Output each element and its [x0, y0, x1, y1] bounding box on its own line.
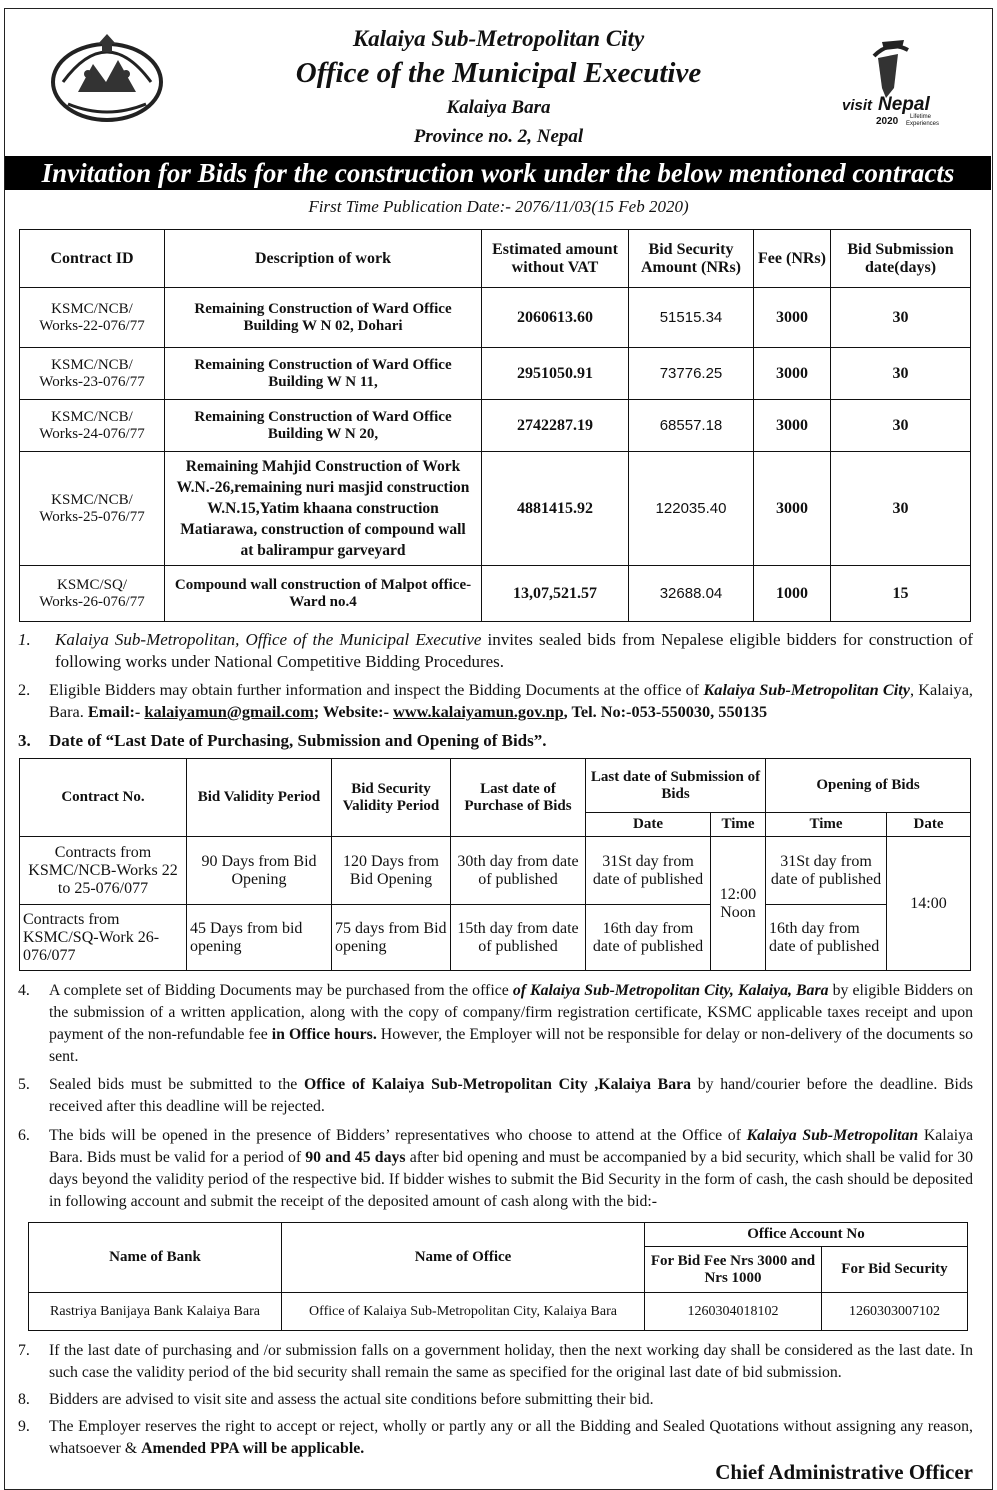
fee-account-number: 1260304018102: [645, 1293, 822, 1331]
bid-validity: 45 Days from bid opening: [187, 905, 332, 971]
submission-days: 30: [831, 348, 971, 400]
table-row: [20, 566, 971, 622]
col-account-no: Office Account No: [645, 1223, 968, 1247]
submission-date: 31St day from date of published: [586, 837, 711, 905]
col-contract-id: Contract ID: [20, 230, 165, 288]
col-sub-date: Date: [586, 813, 711, 837]
contract-id: KSMC/NCB/ Works-23-076/77: [20, 348, 165, 400]
contract-id: KSMC/NCB/ Works-22-076/77: [20, 288, 165, 348]
fee: 3000: [754, 288, 831, 348]
submission-time: 12:00 Noon: [711, 837, 766, 971]
office-name: Office of Kalaiya Sub-Metropolitan City, Kalaiya Bara: [282, 1293, 645, 1331]
bid-security: 32688.04: [629, 566, 754, 622]
col-fee-account: For Bid Fee Nrs 3000 and Nrs 1000: [645, 1247, 822, 1293]
bank-account-table: [28, 1222, 968, 1331]
fee: 3000: [754, 452, 831, 566]
table-row: [20, 905, 971, 971]
fee: 1000: [754, 566, 831, 622]
col-security-account: For Bid Security: [822, 1247, 968, 1293]
email-link[interactable]: kalaiyamun@gmail.com: [144, 702, 314, 721]
table-header-row: [20, 230, 971, 288]
table-row: [20, 400, 971, 452]
work-description: Compound wall construction of Malpot office- Ward no.4: [165, 566, 482, 622]
contract-no: Contracts from KSMC/SQ-Work 26-076/077: [20, 905, 187, 971]
opening-time: 31St day from date of published: [766, 837, 887, 905]
col-office-name: Name of Office: [282, 1223, 645, 1293]
table-header-row: [29, 1223, 968, 1247]
col-sub-time: Time: [711, 813, 766, 837]
contract-id: KSMC/NCB/ Works-25-076/77: [20, 452, 165, 566]
col-open-date: Date: [887, 813, 971, 837]
col-last-purchase: Last date of Purchase of Bids: [451, 759, 586, 837]
col-last-submission: Last date of Submission of Bids: [586, 759, 766, 813]
submission-days: 30: [831, 288, 971, 348]
security-account-number: 1260303007102: [822, 1293, 968, 1331]
submission-days: 30: [831, 452, 971, 566]
clause-6: 6. The bids will be opened in the presence of Bidders’ representatives who choose to attend at the Office of Kalaiya Sub-Metropolitan Kalaiya Bara. Bids must be valid for a period of 90 and 45 days after bid opening and must be accompanied by a bid security, which shall be valid for 30 days beyond the validity period of the respective bid. If bidder wishes to submit the Bid Security in the form of cash, the cash should be deposited in following account and submit the receipt of the deposited amount of cash along with the bid:-: [18, 1127, 974, 1210]
table-row: [20, 348, 971, 400]
col-bid-security: Bid Security Amount (NRs): [629, 230, 754, 288]
invitation-banner: Invitation for Bids for the construction work under the below mentioned contracts: [5, 156, 991, 190]
table-row: [29, 1293, 968, 1331]
bid-security: 73776.25: [629, 348, 754, 400]
bank-name: Rastriya Banijaya Bank Kalaiya Bara: [29, 1293, 282, 1331]
dates-table: [19, 758, 971, 971]
clause-3: 3. Date of “Last Date of Purchasing, Submission and Opening of Bids”.: [18, 731, 547, 750]
submission-days: 30: [831, 400, 971, 452]
work-description: Remaining Construction of Ward Office Building W N 02, Dohari: [165, 288, 482, 348]
table-row: [20, 288, 971, 348]
svg-text:Lifetime: Lifetime: [910, 114, 932, 120]
work-description: Remaining Construction of Ward Office Building W N 20,: [165, 400, 482, 452]
col-fee: Fee (NRs): [754, 230, 831, 288]
col-description: Description of work: [165, 230, 482, 288]
visit-nepal-2020-logo: [838, 36, 954, 132]
clause-2: 2. Eligible Bidders may obtain further information and inspect the Bidding Documents at the office of Kalaiya Sub-Metropolitan City, Kalaiya, Bara. Email:- kalaiyamun@gmail.com; Website:- www.kalaiyamun.gov.np, Tel. No:-053-550030, 550135: [18, 680, 973, 721]
estimated-amount: 13,07,521.57: [482, 566, 629, 622]
table-header-row: [20, 759, 971, 813]
col-open-time: Time: [766, 813, 887, 837]
clause-7: 7. If the last date of purchasing and /or submission falls on a government holiday, then the next working day shall be considered as the last date. In such case the validity period of the bid security shall remain the same as specified for the original last date of bid submission.: [18, 1342, 973, 1381]
bid-security: 51515.34: [629, 288, 754, 348]
col-opening: Opening of Bids: [766, 759, 971, 813]
estimated-amount: 2060613.60: [482, 288, 629, 348]
province: Province no. 2, Nepal: [413, 126, 584, 147]
clause-8: 8. Bidders are advised to visit site and assess the actual site conditions before submitting their bid.: [18, 1391, 654, 1408]
signatory-title: Chief Administrative Officer: [715, 1460, 973, 1484]
contract-id: KSMC/SQ/ Works-26-076/77: [20, 566, 165, 622]
city-name: Kalaiya Sub-Metropolitan City: [352, 26, 645, 51]
clause-4: 4. A complete set of Bidding Documents may be purchased from the office of Kalaiya Sub-Metropolitan City, Kalaiya, Bara by eligible Bidders on the submission of a written application, along with the copy of company/firm registration certificate, KSMC applicable taxes receipt and upon payment of the non-refundable fee in Office hours. However, the Employer will not be responsible for delay or non-delivery of the documents so sent.: [18, 982, 973, 1065]
bid-security: 68557.18: [629, 400, 754, 452]
fee: 3000: [754, 348, 831, 400]
svg-text:2020: 2020: [876, 116, 899, 127]
letterhead: [0, 0, 997, 160]
clause-5: 5. Sealed bids must be submitted to the Office of Kalaiya Sub-Metropolitan City ,Kalaiya Bara by hand/courier before the deadline. Bids received after this deadline will be rejected.: [18, 1076, 973, 1115]
col-contract-no: Contract No.: [20, 759, 187, 837]
submission-date: 16th day from date of published: [586, 905, 711, 971]
opening-time: 16th day from date of published: [766, 905, 887, 971]
contract-id: KSMC/NCB/ Works-24-076/77: [20, 400, 165, 452]
bid-security: 122035.40: [629, 452, 754, 566]
svg-text:Experiences: Experiences: [906, 121, 940, 127]
col-submission-days: Bid Submission date(days): [831, 230, 971, 288]
last-purchase: 30th day from date of published: [451, 837, 586, 905]
opening-date: 14:00: [887, 837, 971, 971]
submission-days: 15: [831, 566, 971, 622]
website-link[interactable]: www.kalaiyamun.gov.np: [393, 702, 564, 721]
fee: 3000: [754, 400, 831, 452]
security-validity: 120 Days from Bid Opening: [332, 837, 451, 905]
svg-text:visit: visit: [842, 97, 873, 114]
clause-1: 1. Kalaiya Sub-Metropolitan, Office of the Municipal Executive invites sealed bids from Nepalese eligible bidders for construction of following works under National Competitive Bidding Procedures.: [18, 630, 973, 671]
contract-no: Contracts from KSMC/NCB-Works 22 to 25-076/077: [20, 837, 187, 905]
table-row: [20, 837, 971, 905]
contracts-table: [19, 229, 971, 622]
col-estimated-amount: Estimated amount without VAT: [482, 230, 629, 288]
work-description: Remaining Mahjid Construction of Work W.N.-26,remaining nuri masjid construction W.N.15,Yatim khaana construction Matiarawa, construction of compound wall at balirampur garveyard: [165, 452, 482, 566]
estimated-amount: 2742287.19: [482, 400, 629, 452]
estimated-amount: 4881415.92: [482, 452, 629, 566]
col-bank-name: Name of Bank: [29, 1223, 282, 1293]
office-name: Office of the Municipal Executive: [295, 57, 702, 89]
last-purchase: 15th day from date of published: [451, 905, 586, 971]
publication-date: First Time Publication Date:- 2076/11/03(15 Feb 2020): [308, 197, 689, 216]
bid-validity: 90 Days from Bid Opening: [187, 837, 332, 905]
svg-text:Nepal: Nepal: [878, 94, 930, 115]
clause-9: 9. The Employer reserves the right to accept or reject, wholly or partly any or all the Bidding and Sealed Quotations without assigning any reason, whatsoever & Amended PPA will be applicable.: [18, 1418, 973, 1457]
col-security-validity: Bid Security Validity Period: [332, 759, 451, 837]
work-description: Remaining Construction of Ward Office Building W N 11,: [165, 348, 482, 400]
col-bid-validity: Bid Validity Period: [187, 759, 332, 837]
office-location: Kalaiya Bara: [446, 97, 551, 118]
estimated-amount: 2951050.91: [482, 348, 629, 400]
security-validity: 75 days from Bid opening: [332, 905, 451, 971]
table-row: [20, 452, 971, 566]
